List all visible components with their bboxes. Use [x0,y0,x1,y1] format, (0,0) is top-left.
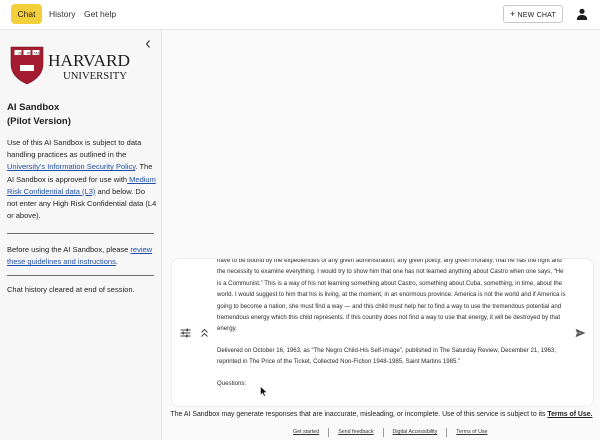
mouse-cursor [260,386,268,397]
sliders-icon[interactable] [180,328,191,338]
disclaimer [163,411,600,418]
nav-chat-tab[interactable]: Chat [11,4,42,24]
guidelines-link[interactable]: review these guidelines and instructions [7,245,153,267]
shield-text-tas: TAS [33,51,40,56]
medium-risk-link[interactable]: Medium Risk Confidential data (L3) [7,174,156,196]
logo-university-text: UNIVERSITY [63,71,127,82]
nav-help-link[interactable]: Get help [84,9,117,19]
top-bar [0,0,600,30]
footer-link-terms[interactable]: Terms of Use [456,429,488,435]
double-chevron-up-icon[interactable] [200,328,209,338]
new-chat-label: NEW CHAT [517,12,556,19]
guidelines-paragraph [7,244,157,268]
chat-paragraph: Questions: [217,379,247,387]
security-policy-link[interactable]: University's Information Security Policy [7,162,136,172]
policy-text-c: and below. Do not enter any High Risk Confidential data (L4 or above). [7,186,157,221]
divider [7,233,154,234]
sidebar-title [7,101,71,129]
chat-input-box[interactable] [171,258,594,407]
policy-text-b: . The AI Sandbox is approved for use with [7,162,153,184]
terms-of-use-link[interactable]: Terms of Use. [547,411,593,418]
divider [7,275,154,276]
shield-text-ri: RI [27,51,31,56]
user-icon[interactable] [576,8,588,20]
title-line-2: (Pilot Version) [7,116,71,127]
new-chat-button[interactable] [503,5,563,23]
title-line-1: AI Sandbox [7,102,60,113]
chevron-left-icon[interactable] [144,39,152,49]
chat-input-text[interactable] [217,258,567,399]
chat-paragraph: have to be bound by the expediencies of any given administration, any given policy, any given morality; that he has the right and the necessity to examine everything. I would try to show him that one has not learned anything about Castro when one says, “He is a Communist.” This is a way of his not learning something about Castro, something about Cuba, something, in time, about the world. I would suggest to him that his is living, at the moment, in an enormous province. America is not the world and if America is going to become a nation, she must find a way — and this child must help her to find a way to use the tremendous potential and tremendous energy which this child represents. If this country does not find a way to use that energy, it will be destroyed by that energy. [217,258,566,333]
policy-text-a: Use of this AI Sandbox is subject to data handling practices as outlined in the [7,138,142,160]
policy-paragraph [7,137,157,222]
history-notice: Chat history cleared at end of session. [7,285,135,294]
guidelines-text-a: Before using the AI Sandbox, please [7,245,131,254]
footer-link-send-feedback[interactable]: Send feedback [338,429,374,435]
sidebar [0,30,162,440]
guidelines-text-b: . [115,257,118,267]
footer-links [284,427,497,437]
logo-harvard-text: HARVARD [48,51,130,70]
harvard-logo [10,44,130,86]
nav-history-link[interactable]: History [49,9,76,19]
footer-link-accessibility[interactable]: Digital Accessibility [392,429,438,435]
footer-link-get-started[interactable]: Get started [293,429,320,435]
disclaimer-text: The AI Sandbox may generate responses that are inaccurate, misleading, or incomplete. Use of this service is subject to its [170,411,548,418]
send-icon[interactable] [575,328,586,338]
plus-icon: + [510,9,516,19]
chat-paragraph: Delivered on October 16, 1963, as “The Negro Child-His Self-Image”, published in The Saturday Review, December 21, 1963, reprinted in The Price of the Ticket, Collected Non-Fiction 1948-1985, Saint Martins 1985.” [217,346,556,366]
shield-text-ve: VE [18,51,23,56]
